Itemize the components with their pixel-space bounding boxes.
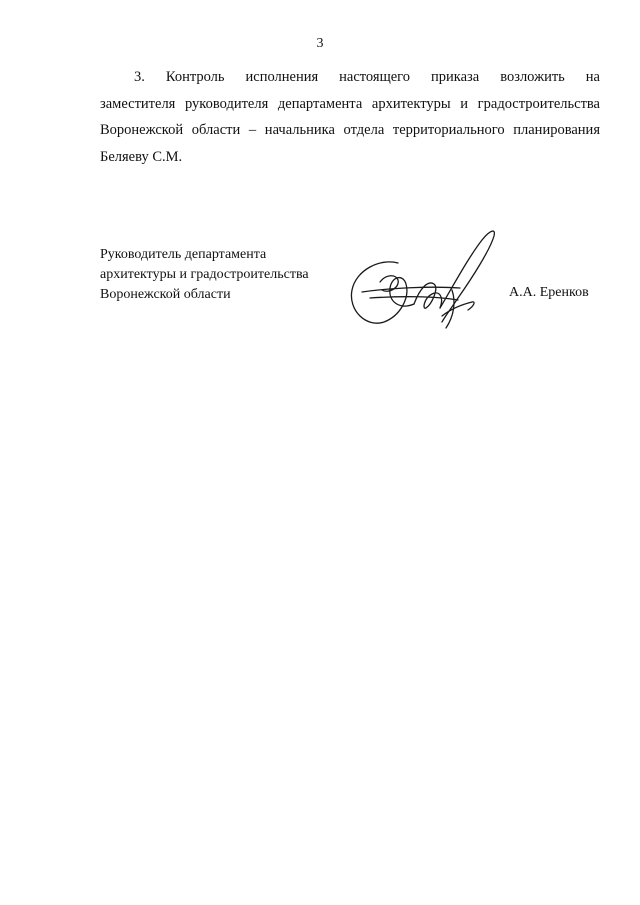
paragraph-word: настоящего (339, 69, 411, 85)
signatory-title-line: Руководитель департамента (100, 247, 267, 262)
paragraph-word: Контроль (165, 69, 225, 85)
paragraph-line: Беляеву С.М. (100, 148, 183, 165)
paragraph-word: 3. (134, 69, 145, 85)
paragraph-first-line (100, 64, 600, 91)
paragraph-line: заместителя руководителя департамента архитектуры и градостроительства (100, 95, 600, 112)
signatory-title-line: архитектуры и градостроительства (100, 267, 309, 282)
paragraph-line: Воронежской области – начальника отдела территориального планирования (100, 122, 600, 138)
signatory-title (100, 245, 309, 305)
order-paragraph (100, 64, 600, 170)
handwritten-signature (340, 218, 510, 338)
paragraph-word: исполнения (245, 69, 319, 85)
paragraph-word: на (585, 69, 600, 85)
paragraph-word: приказа (431, 69, 480, 85)
paragraph-word: возложить (500, 69, 565, 85)
page-number: 3 (316, 36, 324, 51)
signatory-title-line: Воронежской области (100, 287, 231, 302)
signatory-name: А.А. Еренков (509, 285, 589, 300)
